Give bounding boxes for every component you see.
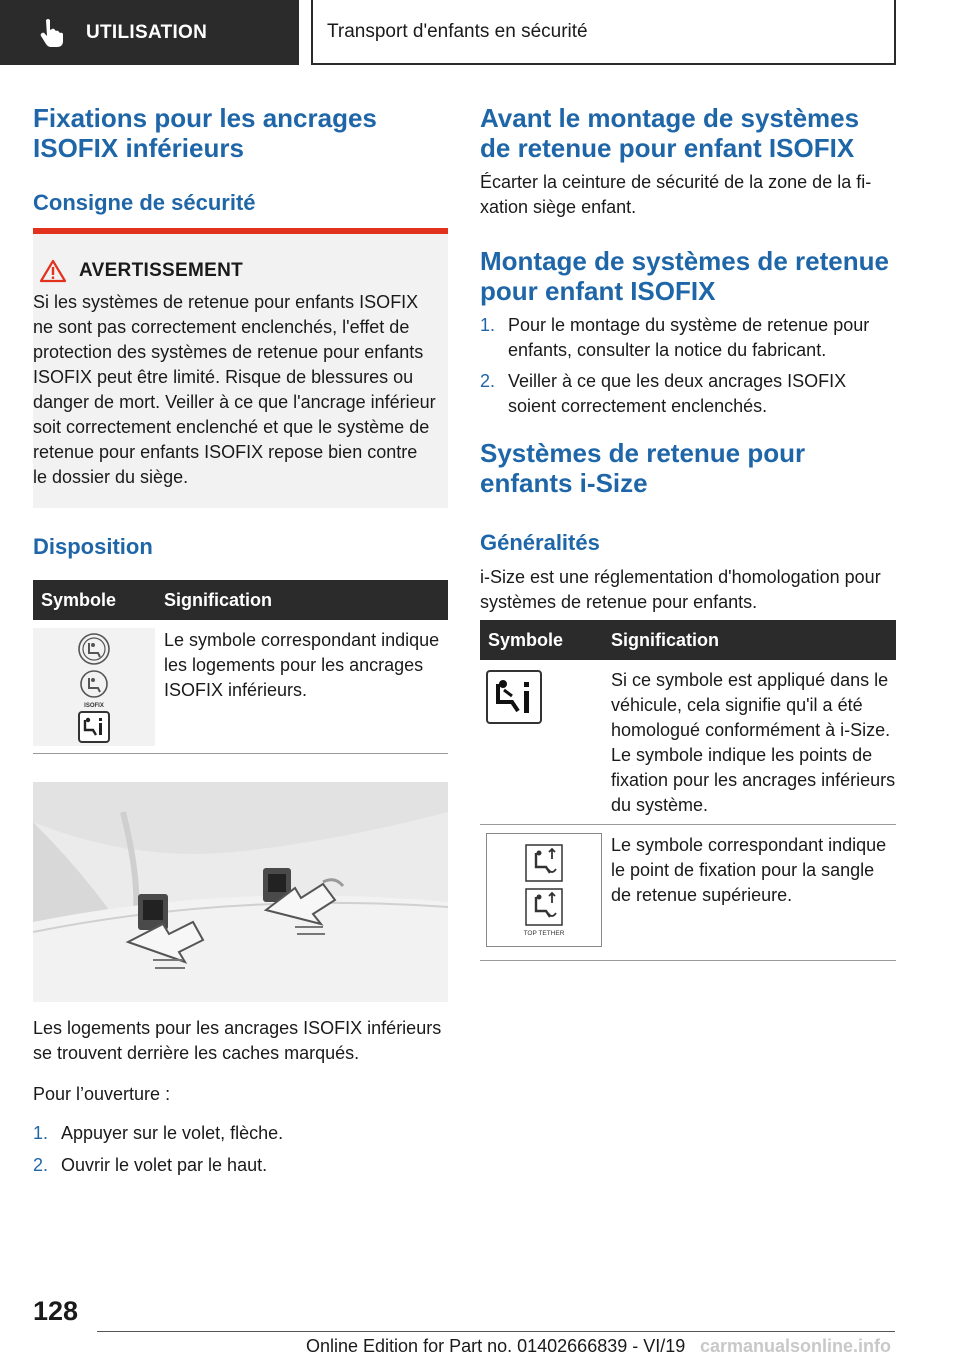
- top-tether-label: TOP TETHER: [523, 930, 565, 937]
- step-number: 1.: [33, 1123, 49, 1143]
- general-heading: Généralités: [480, 530, 600, 555]
- right-title-2: Montage de systèmes de retenue pour enfant ISOFIX: [480, 246, 889, 306]
- right-title-3: Systèmes de retenue pour enfants i-Size: [480, 438, 806, 498]
- step-number: 2.: [33, 1155, 49, 1175]
- right-title-1: Avant le montage de systèmes de retenue pour enfant ISOFIX: [480, 103, 860, 163]
- table-header-meaning: Signification: [164, 589, 272, 610]
- table-header: [33, 580, 448, 620]
- list-item: [480, 313, 896, 363]
- warning-title: AVERTISSEMENT: [79, 260, 244, 281]
- table-row: [480, 660, 896, 825]
- isize-meaning-cell: [602, 660, 896, 824]
- photo-caption: Les logements pour les ancrages ISOFIX inférieurs se trouvent derrière les caches marqués.: [33, 1018, 442, 1063]
- top-tether-icons: [486, 833, 602, 947]
- isofix-symbol-table: [33, 580, 448, 754]
- list-item: [480, 369, 896, 419]
- table-row: [480, 825, 896, 961]
- general-text: i-Size est une réglementation d'homologation pour systèmes de retenue pour enfants.: [480, 567, 881, 612]
- top-tether-symbol-cell: [480, 825, 602, 960]
- left-title: Fixations pour les ancrages ISOFIX inférieurs: [33, 103, 377, 163]
- table-header: [480, 620, 896, 660]
- table-header-symbol: Symbole: [488, 629, 564, 650]
- isize-small-icon: [78, 711, 110, 743]
- isize-icon: [486, 670, 542, 724]
- hand-pointer-icon: [38, 18, 64, 48]
- footer-divider: [97, 1331, 895, 1332]
- watermark: carmanualsonline.info: [700, 1336, 892, 1356]
- step-text: Veiller à ce que les deux ancrages ISOFIX soient correctement enclenchés.: [508, 371, 847, 416]
- table-header-symbol: Symbole: [41, 589, 117, 610]
- table-row: [33, 620, 448, 754]
- header-section-tab: [0, 0, 299, 65]
- isize-meaning-text: Si ce symbole est appliqué dans le véhicule, cela signifie qu'il a été homologué conformément à i-Size. Le symbole indique les points de fixation pour les ancrages inférieurs du système.: [611, 670, 896, 815]
- top-tether-icon: [524, 843, 564, 883]
- top-tether-labeled-icon: [522, 887, 566, 937]
- page-number: 128: [33, 1296, 79, 1326]
- warning-box: [33, 228, 448, 508]
- header-section-title: UTILISATION: [86, 21, 208, 43]
- isize-symbol-cell: [480, 660, 602, 824]
- opening-steps: [33, 1121, 448, 1178]
- edition-note: Online Edition for Part no. 01402666839 - VI/19: [306, 1336, 686, 1356]
- top-tether-meaning-text: Le symbole correspondant indique le point de fixation pour la sangle de retenue supérieure.: [611, 835, 887, 905]
- warning-text: Si les systèmes de retenue pour enfants ISOFIX ne sont pas correctement enclenchés, l'effet de protection des systèmes de retenue pour enfants ISOFIX peut être limité. Risque de blessures ou danger de mort. Veiller à ce que l'ancrage inférieur soit correctement enclenché et que le système de retenue pour enfants ISOFIX repose bien contre le dossier du siège.: [33, 292, 436, 487]
- step-text: Appuyer sur le volet, flèche.: [61, 1123, 284, 1143]
- header-chapter: [311, 0, 896, 65]
- step-text: Pour le montage du système de retenue pour enfants, consulter la notice du fabricant.: [508, 315, 870, 360]
- mounting-steps: [480, 313, 896, 419]
- opening-intro: Pour l’ouverture :: [33, 1084, 171, 1104]
- disposition-heading: Disposition: [33, 534, 153, 559]
- step-number: 2.: [480, 371, 496, 391]
- isofix-meaning-text: Le symbole correspondant indique les logements pour les ancrages ISOFIX inférieurs.: [164, 630, 440, 700]
- list-item: [33, 1121, 448, 1146]
- isofix-seat-photo: [33, 782, 448, 1002]
- warning-title-row: [39, 256, 436, 286]
- table-header-meaning: Signification: [611, 629, 719, 650]
- isofix-icon-label: ISOFIX: [84, 703, 104, 709]
- isize-symbol-table: [480, 620, 896, 961]
- top-tether-meaning-cell: [602, 825, 896, 960]
- step-text: Ouvrir le volet par le haut.: [61, 1155, 268, 1175]
- safety-heading: Consigne de sécurité: [33, 190, 256, 215]
- isofix-symbols-cell: [33, 628, 155, 746]
- list-item: [33, 1153, 448, 1178]
- header-chapter-title: Transport d'enfants en sécurité: [327, 20, 588, 42]
- isofix-seat-icon: [76, 631, 112, 667]
- step-number: 1.: [480, 315, 496, 335]
- isofix-meaning-cell: [155, 620, 448, 753]
- warning-triangle-icon: [39, 259, 67, 283]
- right-text-1: Écarter la ceinture de sécurité de la zone de la fixation siège enfant.: [480, 172, 872, 217]
- isofix-labeled-icon: [76, 669, 112, 709]
